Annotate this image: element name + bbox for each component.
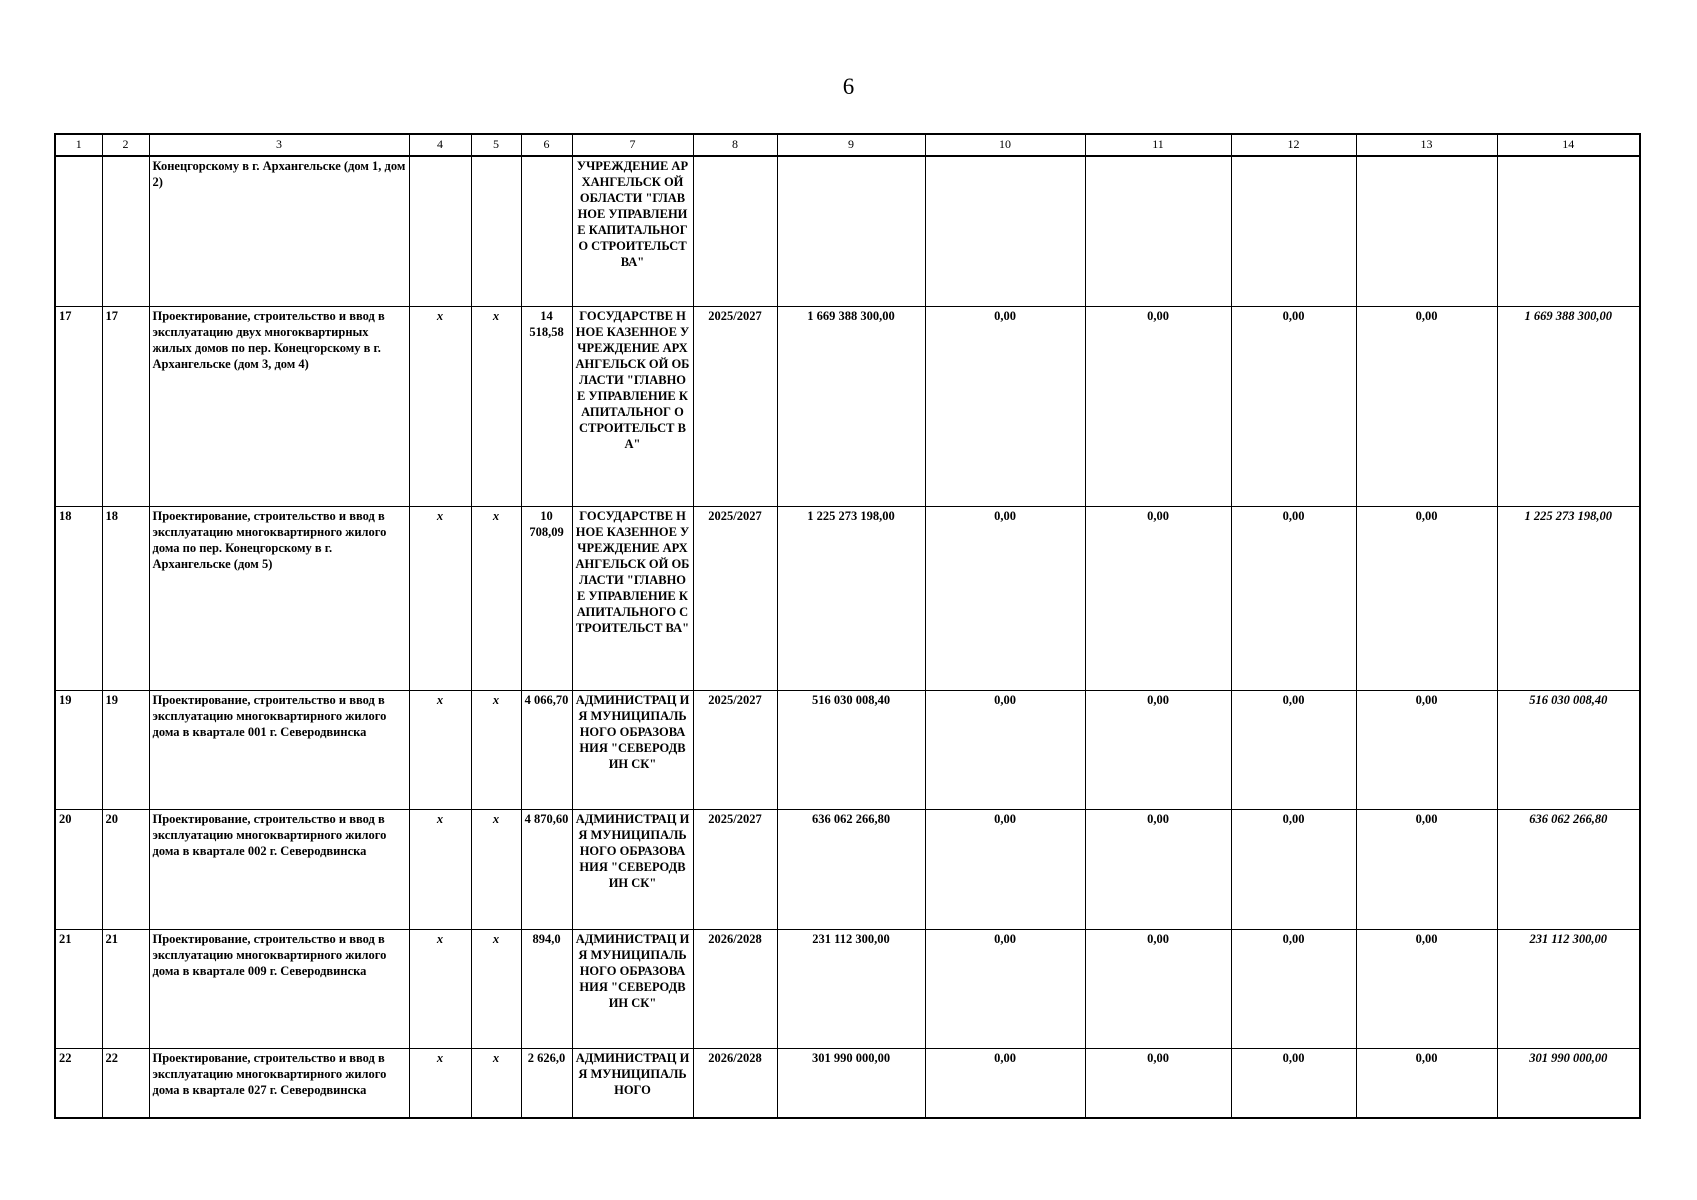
col-header-4: 4	[409, 134, 471, 156]
row-number: 17	[102, 306, 149, 506]
row-index: 22	[55, 1048, 102, 1118]
col5-value: х	[471, 306, 521, 506]
col4-value: х	[409, 1048, 471, 1118]
col-header-1: 1	[55, 134, 102, 156]
table-row	[55, 306, 1640, 506]
estimated-cost	[777, 156, 925, 306]
object-name: Проектирование, строительство и ввод в эксплуатацию многоквартирного жилого дома по пер. Конецгорскому в г. Архангельске (дом 5)	[149, 506, 409, 690]
row-index: 18	[55, 506, 102, 690]
col13-value: 0,00	[1356, 929, 1497, 1048]
customer-name: ГОСУДАРСТВЕ ННОЕ КАЗЕННОЕ УЧРЕЖДЕНИЕ АРХАНГЕЛЬСК ОЙ ОБЛАСТИ "ГЛАВНОЕ УПРАВЛЕНИЕ КАПИТАЛЬНОГ О СТРОИТЕЛЬСТ ВА"	[572, 306, 693, 506]
object-name: Проектирование, строительство и ввод в эксплуатацию многоквартирного жилого дома в квартале 027 г. Северодвинска	[149, 1048, 409, 1118]
total-value	[1497, 156, 1640, 306]
col-header-8: 8	[693, 134, 777, 156]
customer-name: АДМИНИСТРАЦ ИЯ МУНИЦИПАЛЬ НОГО ОБРАЗОВАНИЯ "СЕВЕРОДВИН СК"	[572, 929, 693, 1048]
table-row	[55, 929, 1640, 1048]
object-name: Проектирование, строительство и ввод в эксплуатацию двух многоквартирных жилых домов по пер. Конецгорскому в г. Архангельске (дом 3, дом 4)	[149, 306, 409, 506]
col13-value	[1356, 156, 1497, 306]
col12-value	[1231, 156, 1356, 306]
row-index: 21	[55, 929, 102, 1048]
row-index: 17	[55, 306, 102, 506]
col10-value: 0,00	[925, 929, 1085, 1048]
col11-value: 0,00	[1085, 306, 1231, 506]
table-row	[55, 809, 1640, 929]
col-header-2: 2	[102, 134, 149, 156]
col-header-14: 14	[1497, 134, 1640, 156]
estimated-cost: 636 062 266,80	[777, 809, 925, 929]
period-value: 2026/2028	[693, 1048, 777, 1118]
col-header-5: 5	[471, 134, 521, 156]
col11-value: 0,00	[1085, 809, 1231, 929]
col13-value: 0,00	[1356, 809, 1497, 929]
col10-value: 0,00	[925, 306, 1085, 506]
col12-value: 0,00	[1231, 690, 1356, 809]
estimated-cost: 1 669 388 300,00	[777, 306, 925, 506]
object-name: Проектирование, строительство и ввод в эксплуатацию многоквартирного жилого дома в квартале 009 г. Северодвинска	[149, 929, 409, 1048]
col13-value: 0,00	[1356, 1048, 1497, 1118]
table-row	[55, 506, 1640, 690]
col5-value	[471, 156, 521, 306]
table-row	[55, 156, 1640, 306]
col10-value: 0,00	[925, 809, 1085, 929]
period-value: 2025/2027	[693, 690, 777, 809]
col4-value: х	[409, 929, 471, 1048]
capacity-value: 2 626,0	[521, 1048, 572, 1118]
col4-value	[409, 156, 471, 306]
col-header-9: 9	[777, 134, 925, 156]
estimated-cost: 516 030 008,40	[777, 690, 925, 809]
col10-value: 0,00	[925, 690, 1085, 809]
customer-name: УЧРЕЖДЕНИЕ АРХАНГЕЛЬСК ОЙ ОБЛАСТИ "ГЛАВНОЕ УПРАВЛЕНИЕ КАПИТАЛЬНОГ О СТРОИТЕЛЬСТ ВА"	[572, 156, 693, 306]
col-header-7: 7	[572, 134, 693, 156]
col12-value: 0,00	[1231, 929, 1356, 1048]
col4-value: х	[409, 506, 471, 690]
row-number	[102, 156, 149, 306]
row-number: 19	[102, 690, 149, 809]
header-row	[55, 134, 1640, 156]
col12-value: 0,00	[1231, 306, 1356, 506]
table-row	[55, 1048, 1640, 1118]
row-number: 20	[102, 809, 149, 929]
estimated-cost: 301 990 000,00	[777, 1048, 925, 1118]
period-value: 2025/2027	[693, 809, 777, 929]
capacity-value: 4 870,60	[521, 809, 572, 929]
col5-value: х	[471, 690, 521, 809]
total-value: 516 030 008,40	[1497, 690, 1640, 809]
page-number: 6	[842, 74, 855, 99]
total-value: 231 112 300,00	[1497, 929, 1640, 1048]
col11-value: 0,00	[1085, 506, 1231, 690]
col-header-13: 13	[1356, 134, 1497, 156]
col-header-3: 3	[149, 134, 409, 156]
col12-value: 0,00	[1231, 809, 1356, 929]
col10-value: 0,00	[925, 1048, 1085, 1118]
col5-value: х	[471, 929, 521, 1048]
row-number: 18	[102, 506, 149, 690]
capacity-value	[521, 156, 572, 306]
col11-value: 0,00	[1085, 929, 1231, 1048]
col5-value: х	[471, 809, 521, 929]
period-value: 2026/2028	[693, 929, 777, 1048]
col4-value: х	[409, 809, 471, 929]
object-name: Проектирование, строительство и ввод в эксплуатацию многоквартирного жилого дома в квартале 001 г. Северодвинска	[149, 690, 409, 809]
object-name: Конецгорскому в г. Архангельске (дом 1, дом 2)	[149, 156, 409, 306]
col11-value: 0,00	[1085, 690, 1231, 809]
total-value: 1 225 273 198,00	[1497, 506, 1640, 690]
row-index: 20	[55, 809, 102, 929]
col5-value: х	[471, 506, 521, 690]
col11-value: 0,00	[1085, 1048, 1231, 1118]
col4-value: х	[409, 690, 471, 809]
col-header-11: 11	[1085, 134, 1231, 156]
estimated-cost: 1 225 273 198,00	[777, 506, 925, 690]
total-value: 1 669 388 300,00	[1497, 306, 1640, 506]
row-index: 19	[55, 690, 102, 809]
estimated-cost: 231 112 300,00	[777, 929, 925, 1048]
customer-name: АДМИНИСТРАЦ ИЯ МУНИЦИПАЛЬ НОГО ОБРАЗОВАНИЯ "СЕВЕРОДВИН СК"	[572, 809, 693, 929]
period-value	[693, 156, 777, 306]
col-header-6: 6	[521, 134, 572, 156]
period-value: 2025/2027	[693, 306, 777, 506]
capacity-value: 894,0	[521, 929, 572, 1048]
col-header-12: 12	[1231, 134, 1356, 156]
col13-value: 0,00	[1356, 506, 1497, 690]
financing-table	[54, 133, 1641, 1119]
col13-value: 0,00	[1356, 306, 1497, 506]
col10-value: 0,00	[925, 506, 1085, 690]
col11-value	[1085, 156, 1231, 306]
table-row	[55, 690, 1640, 809]
row-index	[55, 156, 102, 306]
col13-value: 0,00	[1356, 690, 1497, 809]
capacity-value: 14 518,58	[521, 306, 572, 506]
col12-value: 0,00	[1231, 506, 1356, 690]
total-value: 301 990 000,00	[1497, 1048, 1640, 1118]
capacity-value: 4 066,70	[521, 690, 572, 809]
customer-name: АДМИНИСТРАЦ ИЯ МУНИЦИПАЛЬ НОГО ОБРАЗОВАНИЯ "СЕВЕРОДВИН СК"	[572, 690, 693, 809]
col5-value: х	[471, 1048, 521, 1118]
customer-name: ГОСУДАРСТВЕ ННОЕ КАЗЕННОЕ УЧРЕЖДЕНИЕ АРХАНГЕЛЬСК ОЙ ОБЛАСТИ "ГЛАВНОЕ УПРАВЛЕНИЕ КАПИТАЛЬНОГО СТРОИТЕЛЬСТ ВА"	[572, 506, 693, 690]
col-header-10: 10	[925, 134, 1085, 156]
capacity-value: 10 708,09	[521, 506, 572, 690]
customer-name: АДМИНИСТРАЦ ИЯ МУНИЦИПАЛЬ НОГО	[572, 1048, 693, 1118]
row-number: 22	[102, 1048, 149, 1118]
col12-value: 0,00	[1231, 1048, 1356, 1118]
col10-value	[925, 156, 1085, 306]
object-name: Проектирование, строительство и ввод в эксплуатацию многоквартирного жилого дома в квартале 002 г. Северодвинска	[149, 809, 409, 929]
col4-value: х	[409, 306, 471, 506]
period-value: 2025/2027	[693, 506, 777, 690]
row-number: 21	[102, 929, 149, 1048]
total-value: 636 062 266,80	[1497, 809, 1640, 929]
